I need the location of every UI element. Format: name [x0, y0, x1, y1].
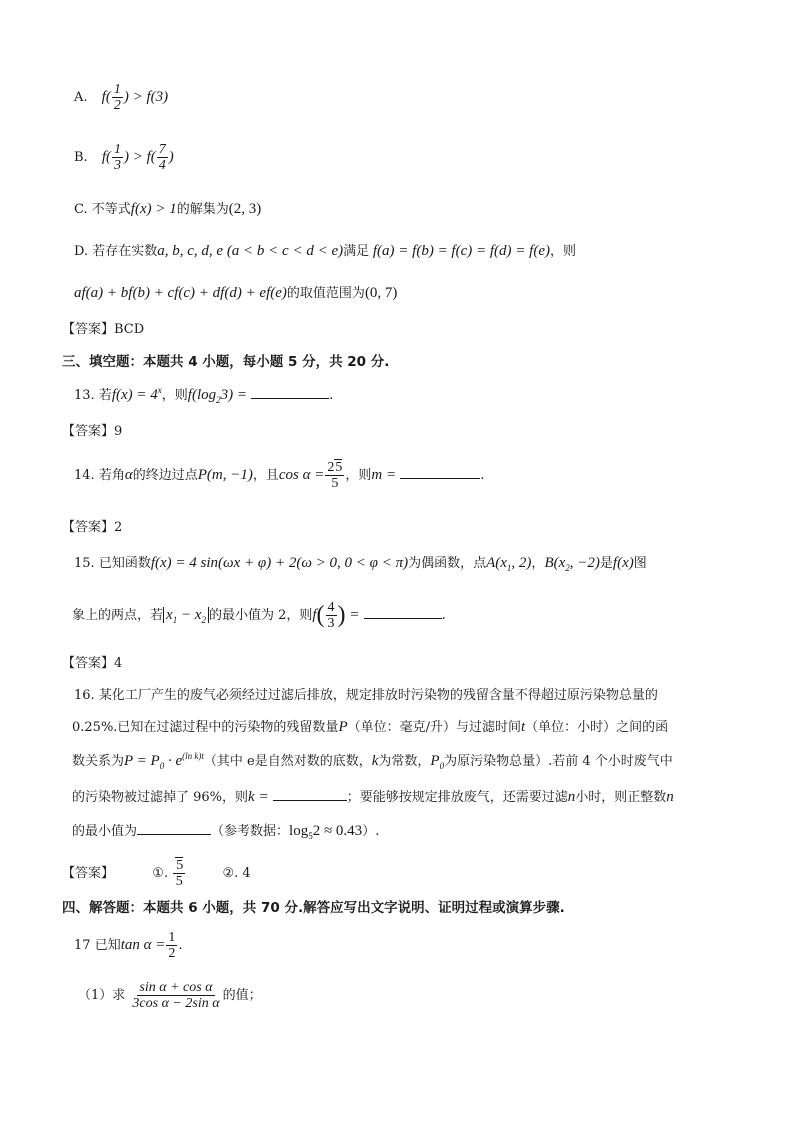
section-4-heading: 四、解答题：本题共 6 小题，共 70 分.解答应写出文字说明、证明过程或演算步骤.: [62, 900, 565, 916]
answer-blank[interactable]: [273, 788, 347, 801]
question-16-line4: 的污染物被过滤掉了 96%，则k = ；要能够按规定排放废气，还需要过滤n小时，则正整数n: [72, 789, 674, 805]
option-c-label: C.: [74, 202, 88, 217]
question-15: 15. 已知函数f(x) = 4 sin(ωx + φ) + 2(ω > 0, 0 < φ < π)为偶函数，点$A(x_1$, 2)，$B(x_2$, −2)是f(x)图: [74, 555, 647, 573]
answer-tag: 【答案】: [62, 322, 115, 337]
question-17: 17 已知tan α = $\frac{1}{2}$ .: [74, 930, 183, 961]
option-a-formula: f( $\frac{1}{2}$ ) > f(3): [101, 82, 169, 113]
option-d-cont: af(a) + bf(b) + cf(c) + df(d) + ef(e)的取值范围为(0, 7): [74, 285, 398, 301]
answer-blank[interactable]: [251, 386, 329, 399]
question-13: 13. 若$f(x) = 4^x$，则$f(\log_23)$ = .: [74, 385, 334, 405]
question-16-line3: 数关系为$P = P_0 \cdot e^{(ln k)t}$（其中 e是自然对数的底数，k为常数，$P_0$为原污染物总量）.若前 4 个小时废气中: [72, 751, 673, 771]
answer-blank[interactable]: [137, 822, 211, 835]
option-b-label: B.: [74, 149, 88, 165]
answer-blank[interactable]: [364, 606, 442, 619]
option-b-formula: f( $\frac{1}{3}$ ) > f( $\frac{7}{4}$ ): [101, 142, 174, 173]
question-14: 14. 若角α的终边过点P(m, −1)，且cos α = $\frac{25}{5}$ ，则m = .: [74, 460, 485, 491]
answer-value: BCD: [114, 322, 145, 337]
answer-12: [62, 318, 144, 337]
question-17-part-1: （1）求 $\frac{\text{sin α + cos α}}{\text{3cos α − 2sin α}}$ 的值；: [78, 980, 262, 1011]
question-16: 16. 某化工厂产生的废气必须经过过滤后排放，规定排放时污染物的残留含量不得超过原污染物总量的: [74, 688, 658, 703]
option-a: [74, 82, 168, 113]
option-a-label: A.: [74, 89, 88, 105]
answer-15: 【答案】4: [62, 656, 123, 671]
option-c-text: 不等式: [91, 202, 131, 217]
question-16-line2: 0.25%.已知在过滤过程中的污染物的残留数量P（单位：毫克/升）与过滤时间t（单位：小时）之间的函: [72, 719, 669, 735]
question-15-cont: 象上的两点，若 $x_1 - x_2$ 的最小值为 2，则f( $\frac{4}{3}$ ) = .: [72, 600, 446, 631]
answer-blank[interactable]: [400, 466, 480, 479]
answer-13: 【答案】9: [62, 424, 123, 439]
answer-part-2: ②: [222, 866, 235, 881]
option-d: D. 若存在实数a, b, c, d, e (a < b < c < d < e)满足 f(a) = f(b) = f(c) = f(d) = f(e)，则: [74, 243, 576, 259]
answer-16: 【答案】 ①. $\frac{5}{5}$ ②. 4: [62, 858, 251, 889]
question-16-line5: 的最小值为 （参考数据：$\log_52 \approx 0.43$）.: [72, 823, 380, 841]
option-b: [74, 142, 174, 173]
option-d-label: D.: [74, 244, 89, 259]
answer-14: 【答案】2: [62, 520, 123, 535]
section-3-heading: 三、填空题：本题共 4 小题，每小题 5 分，共 20 分.: [62, 354, 390, 370]
answer-part-1: ①: [152, 866, 164, 881]
option-c: C. 不等式f(x) > 1的解集为(2, 3): [74, 201, 262, 217]
